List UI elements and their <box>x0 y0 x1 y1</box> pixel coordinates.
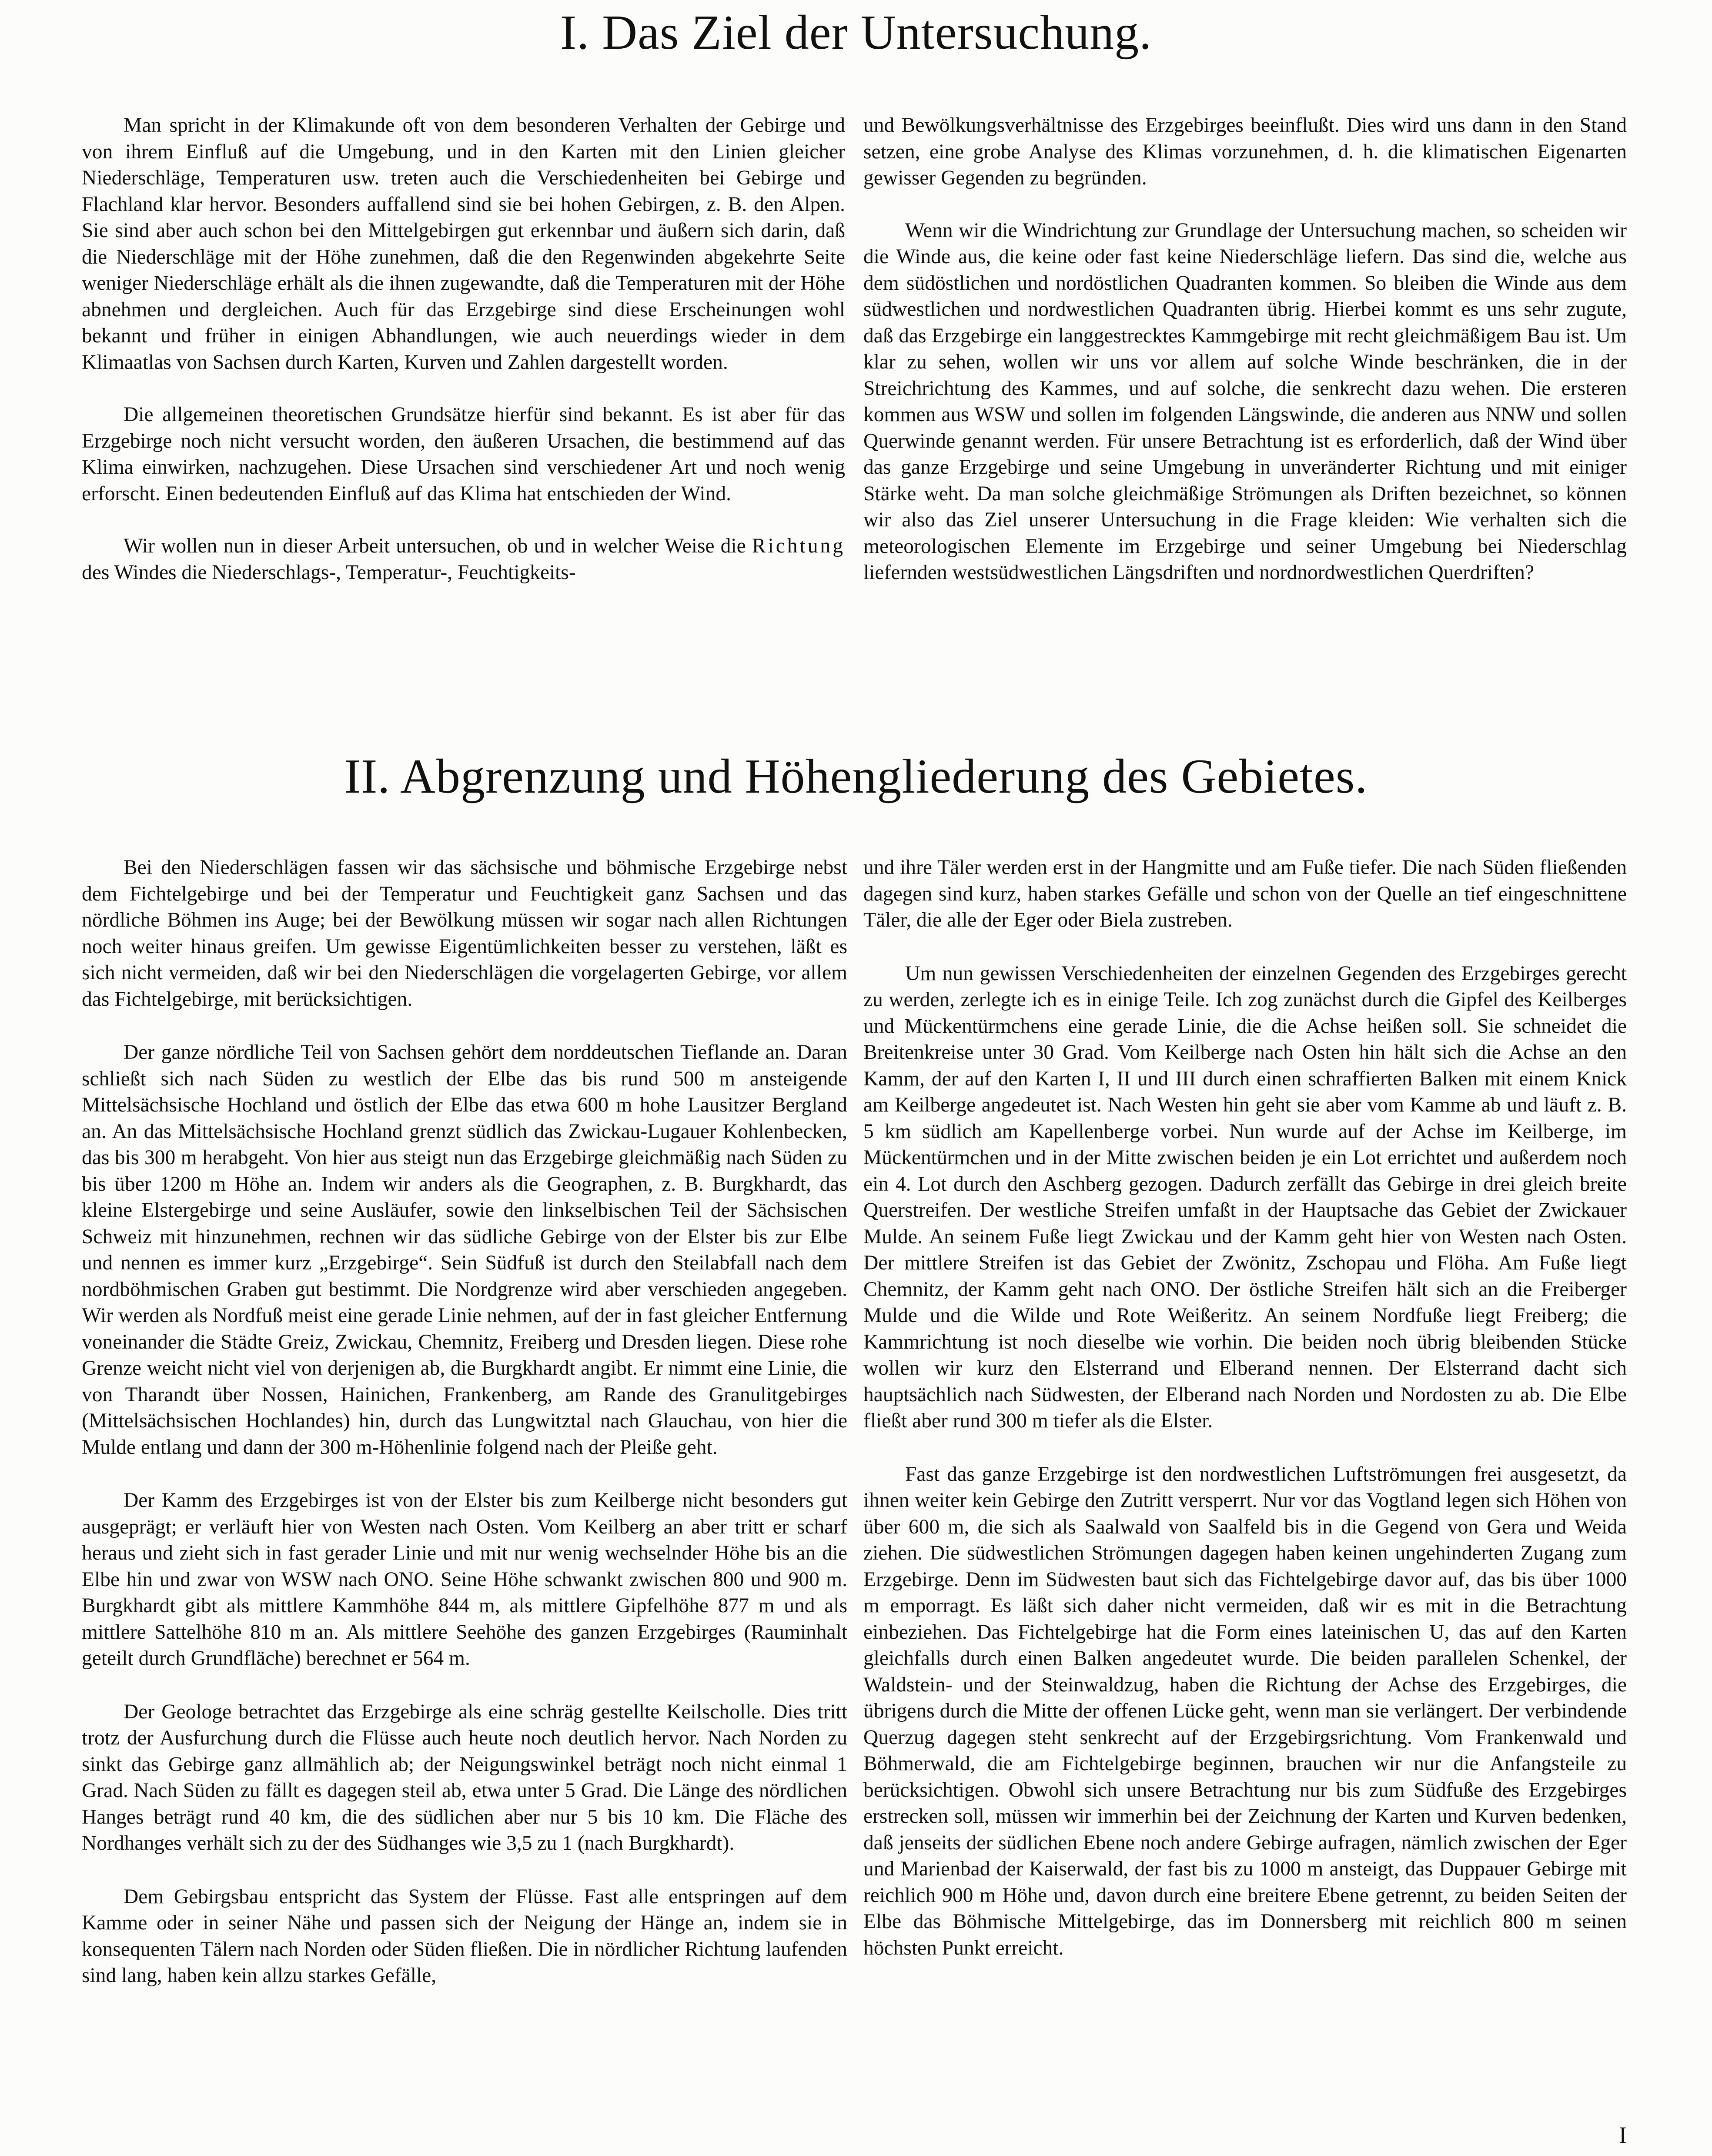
paragraph: Dem Gebirgsbau entspricht das System der Flüsse. Fast alle entspringen auf dem Kamme oder in seiner Nähe und passen sich der Neigung der Hänge an, indem sie in konsequenten Tälern nach Norden oder Süden fließen. Die in nördlicher Richtung laufenden sind lang, haben kein allzu starkes Gefälle, <box>82 1885 847 1987</box>
paragraph: Fast das ganze Erzgebirge ist den nordwestlichen Luftströmungen frei ausgesetzt, da ihnen weiter kein Gebirge den Zutritt versperrt. Nur vor das Vogtland legen sich Höhen von über 600 m, die sich als Saalwald von Saalfeld bis in die Gegend von Gera und Weida ziehen. Die südwestlichen Strömungen dagegen haben keinen ungehinderten Zugang zum Erzgebirge. Denn im Südwesten baut sich das Fichtelgebirge davor auf, das bis über 1000 m emporragt. Es läßt sich daher nicht vermeiden, daß wir es mit in die Betrachtung einbeziehen. Das Fichtelgebirge hat die Form eines lateinischen U, das auf den Karten gleichfalls durch einen Balken angedeutet wurde. Die beiden parallelen Schenkel, der Waldstein- und der Steinwaldzug, haben die Richtung der Achse des Erzgebirges, die übrigens durch die Mitte der offenen Lücke geht, wenn man sie verlängert. Der verbindende Querzug dagegen steht senkrecht auf der Erzgebirgsrichtung. Vom Frankenwald und Böhmerwald, die am Fichtelgebirge beginnen, brauchen wir nur die Anfangsteile zu berücksichtigen. Obwohl sich unsere Betrachtung nur bis zum Südfuße des Erzgebirges erstrecken soll, müssen wir immerhin bei der Zeichnung der Karten und Kurven bedenken, daß jenseits der südlichen Ebene noch andere Gebirge aufragen, nämlich zwischen der Eger und Marienbad der Kaiserwald, der fast bis zu 1000 m ansteigt, das Duppauer Gebirge mit reichlich 900 m Höhe und, davon durch eine breitere Ebene getrennt, zu beiden Seiten der Elbe das Böhmische Mittelgebirge, das im Donnersberg mit reichlich 800 m seinen höchsten Punkt erreicht. <box>863 1463 1627 1959</box>
page-number: I <box>1619 2122 1627 2148</box>
section-2-left-column <box>82 854 847 1989</box>
section-2-right-column <box>863 854 1627 1961</box>
text-run: des Windes die Niederschlags-, Temperatur-, Feuchtigkeits- <box>82 561 576 584</box>
paragraph: Der Geologe betrachtet das Erzgebirge als eine schräg gestellte Keilscholle. Dies tritt trotz der Ausfurchung durch die Flüsse auch heute noch deutlich hervor. Nach Norden zu sinkt das Gebirge ganz allmählich ab; der Neigungswinkel beträgt noch nicht einmal 1 Grad. Nach Süden zu fällt es dagegen steil ab, etwa unter 5 Grad. Die Länge des nördlichen Hanges beträgt rund 40 km, die des südlichen aber nur 5 bis 10 km. Die Fläche des Nordhanges verhält sich zu der des Südhanges wie 3,5 zu 1 (nach Burgkhardt). <box>82 1700 847 1855</box>
section-1-left-column <box>82 112 845 586</box>
section-2-heading: II. Abgrenzung und Höhengliederung des Gebietes. <box>344 750 1368 803</box>
paragraph: Um nun gewissen Verschiedenheiten der einzelnen Gegenden des Erzgebirges gerecht zu werden, zerlegte ich es in einige Teile. Ich zog zunächst durch die Gipfel des Keilberges und Mückentürmchens eine gerade Linie, die die Achse heißen soll. Sie schneidet die Breitenkreise unter 30 Grad. Vom Keilberge nach Osten hin hält sich die Achse an den Kamm, der auf den Karten I, II und III durch einen schraffierten Balken mit einem Knick am Keilberge angedeutet ist. Nach Westen hin geht sie aber vom Kamme ab und läuft z. B. 5 km südlich am Kapellenberge vorbei. Nun wurde auf der Achse im Keilberge, im Mückentürmchen und in der Mitte zwischen beiden je ein Lot errichtet und außerdem noch ein 4. Lot durch den Aschberg gezogen. Dadurch zerfällt das Gebirge in drei gleich breite Querstreifen. Der westliche Streifen umfaßt in der Hauptsache das Gebiet der Zwickauer Mulde. An seinem Fuße liegt Zwickau und der Kamm geht hier von Westen nach Osten. Der mittlere Streifen ist das Gebiet der Zwönitz, Zschopau und Flöha. Am Fuße liegt Chemnitz, der Kamm geht nach ONO. Der östliche Streifen hält sich an die Freiberger Mulde und die Wilde und Rote Weißeritz. An seinem Nordfuße liegt Freiberg; die Kammrichtung ist noch dieselbe wie vorhin. Die beiden noch übrig bleibenden Stücke wollen wir kurz den Elsterrand und Elberand nennen. Der Elsterrand dacht sich hauptsächlich nach Südwesten, der Elberand nach Norden und Nordosten zu ab. Die Elbe fließt aber rund 300 m tiefer als die Elster. <box>863 962 1627 1432</box>
section-1-right-column <box>863 112 1627 586</box>
paragraph <box>82 533 845 586</box>
section-1-heading: I. Das Ziel der Untersuchung. <box>560 6 1152 60</box>
paragraph-continuation: und ihre Täler werden erst in der Hangmitte und am Fuße tiefer. Die nach Süden fließenden dagegen sind kurz, haben starkes Gefälle und schon von der Quelle an tief eingeschnittene Täler, die alle der Eger oder Biela zustreben. <box>863 856 1627 931</box>
paragraph: Man spricht in der Klimakunde oft von dem besonderen Verhalten der Gebirge und von ihrem Einfluß auf die Umgebung, und in den Karten mit den Linien gleicher Niederschläge, Temperaturen usw. treten auch die Verschiedenheiten bei Gebirge und Flachland klar hervor. Besonders auffallend sind sie bei hohen Gebirgen, z. B. den Alpen. Sie sind aber auch schon bei den Mittelgebirgen gut erkennbar und äußern sich darin, daß die Niederschläge mit der Höhe zunehmen, daß die den Regenwinden abgekehrte Seite weniger Niederschläge erhält als die ihnen zugewandte, daß die Temperaturen mit der Höhe abnehmen und dergleichen. Auch für das Erzgebirge sind diese Erscheinungen wohl bekannt und früher in einigen Abhandlungen, wie auch neuerdings wieder in dem Klimaatlas von Sachsen durch Karten, Kurven und Zahlen dargestellt worden. <box>82 114 845 374</box>
paragraph: Bei den Niederschlägen fassen wir das sächsische und böhmische Erzgebirge nebst dem Fichtelgebirge und bei der Temperatur und Feuchtigkeit ganz Sachsen und das nördliche Böhmen ins Auge; bei der Bewölkung müssen wir sogar nach allen Richtungen noch weiter hinaus greifen. Um gewisse Eigentümlichkeiten besser zu verstehen, läßt es sich nicht vermeiden, daß wir bei den Niederschlägen die vorgelagerten Gebirge, vor allem das Fichtelgebirge, mit berücksichtigen. <box>82 856 847 1011</box>
emphasized-word: Richtung <box>752 535 845 557</box>
paragraph: Wenn wir die Windrichtung zur Grundlage der Untersuchung machen, so scheiden wir die Winde aus, die keine oder fast keine Niederschläge liefern. Das sind die, welche aus dem südöstlichen und nordöstlichen Quadranten kommen. So bleiben die Winde aus dem südwestlichen und nordwestlichen Quadranten übrig. Hierbei kommt es uns sehr zugute, daß das Erzgebirge ein langgestrecktes Kammgebirge mit recht gleichmäßigem Bau ist. Um klar zu sehen, wollen wir uns vor allem auf solche Winde beschränken, die in der Streichrichtung des Kammes, und auf solche, die senkrecht dazu wehen. Die ersteren kommen aus WSW und sollen im folgenden Längswinde, die anderen aus NNW und sollen Querwinde genannt werden. Für unsere Betrachtung ist es erforderlich, daß der Wind über das ganze Erzgebirge und seine Umgebung in unveränderter Richtung und mit einiger Stärke weht. Da man solche gleichmäßige Strömungen als Driften bezeichnet, so können wir also das Ziel unserer Untersuchung in die Frage kleiden: Wie verhalten sich die meteorologischen Elemente im Erzgebirge und seiner Umgebung bei Niederschlag liefernden westsüdwestlichen Längsdriften und nordnordwestlichen Querdriften? <box>863 219 1627 584</box>
paragraph: Der ganze nördliche Teil von Sachsen gehört dem norddeutschen Tieflande an. Daran schließt sich nach Süden zu westlich der Elbe das bis rund 500 m ansteigende Mittelsächsische Hochland und östlich der Elbe das etwa 600 m hohe Lausitzer Bergland an. An das Mittelsächsische Hochland grenzt südlich das Zwickau-Lugauer Kohlenbecken, das bis 300 m herabgeht. Von hier aus steigt nun das Erzgebirge gleichmäßig nach Süden zu bis über 1200 m Höhe an. Indem wir anders als die Geographen, z. B. Burgkhardt, das kleine Elstergebirge und seine Ausläufer, sowie den linkselbischen Teil der Sächsischen Schweiz mit hinzunehmen, rechnen wir das südliche Gebirge von der Elster bis zur Elbe und nennen es immer kurz „Erzgebirge“. Sein Südfuß ist durch den Steilabfall nach dem nordböhmischen Graben gut bestimmt. Die Nordgrenze wird aber verschieden angegeben. Wir werden als Nordfuß meist eine gerade Linie nehmen, auf der in fast gleicher Entfernung voneinander die Städte Greiz, Zwickau, Chemnitz, Freiberg und Dresden liegen. Diese rohe Grenze weicht nicht viel von derjenigen ab, die Burgkhardt angibt. Er nimmt eine Linie, die von Tharandt über Nossen, Hainichen, Frankenberg, am Rande des Granulitgebirges (Mittelsächsischen Hochlandes) hin, durch das Lungwitztal nach Glauchau, von hier die Mulde entlang und dann der 300 m-Höhenlinie folgend nach der Pleiße geht. <box>82 1041 847 1459</box>
text-run: Wir wollen nun in dieser Arbeit untersuchen, ob und in welcher Weise die <box>124 535 752 557</box>
paragraph-continuation: und Bewölkungsverhältnisse des Erzgebirges beeinflußt. Dies wird uns dann in den Stand setzen, eine grobe Analyse des Klimas vorzunehmen, d. h. die klimatischen Eigenarten gewisser Gegenden zu begründen. <box>863 114 1627 189</box>
paragraph: Der Kamm des Erzgebirges ist von der Elster bis zum Keilberge nicht besonders gut ausgeprägt; er verläuft hier von Westen nach Osten. Vom Keilberg an aber tritt er scharf heraus und zieht sich in fast gerader Linie und mit nur wenig wechselnder Höhe bis an die Elbe hin und zwar von WSW nach ONO. Seine Höhe schwankt zwischen 800 und 900 m. Burgkhardt gibt als mittlere Kammhöhe 844 m, als mittlere Gipfelhöhe 877 m und als mittlere Sattelhöhe 810 m an. Als mittlere Seehöhe des ganzen Erzgebirges (Rauminhalt geteilt durch Grundfläche) berechnet er 564 m. <box>82 1489 847 1670</box>
paragraph: Die allgemeinen theoretischen Grundsätze hierfür sind bekannt. Es ist aber für das Erzgebirge noch nicht versucht worden, den äußeren Ursachen, die bestimmend auf das Klima einwirken, nachzugehen. Diese Ursachen sind verschiedener Art und noch wenig erforscht. Einen bedeutenden Einfluß auf das Klima hat entschieden der Wind. <box>82 403 845 505</box>
